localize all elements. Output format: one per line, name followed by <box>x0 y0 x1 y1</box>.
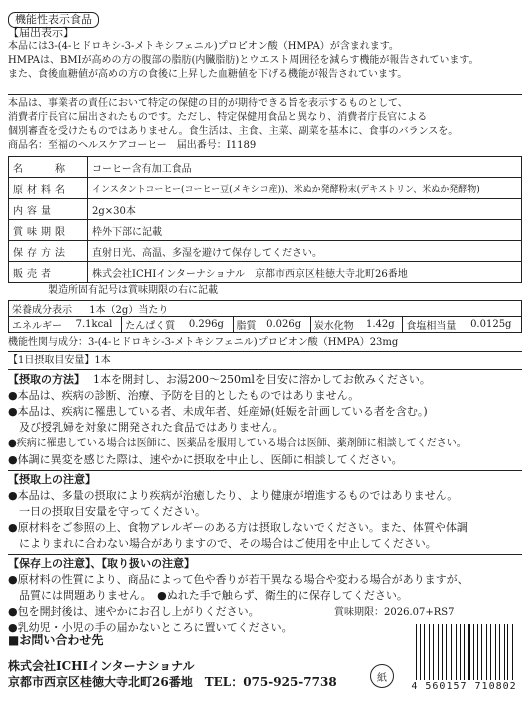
barcode <box>410 624 518 694</box>
barcode-bar <box>452 624 453 680</box>
spec-value: 枠外下部に記載 <box>88 220 522 241</box>
spec-value: 直射日光、高温、多湿を避けて保存してください。 <box>88 241 522 262</box>
storage-caution-header: 【保存上の注意】、【取り扱いの注意】 <box>8 557 195 570</box>
barcode-bar <box>483 624 484 680</box>
contact-address: 京都市西京区桂徳大寺北町26番地 TEL：075-925-7738 <box>8 675 337 689</box>
product-name-line: 商品名：至福のヘルスケアコーヒー 届出番号：I1189 <box>8 140 257 151</box>
nutrition-label: 炭水化物 <box>310 317 363 333</box>
disclaimer-section <box>8 97 522 153</box>
spec-label: 保存方法 <box>9 241 88 262</box>
intake-caution-line: によりまれに合わない場合がありますので、その場合はご使用を中止してください。 <box>8 537 437 550</box>
category-badge: 機能性表示食品 <box>8 12 99 28</box>
intake-caution-section <box>8 472 522 552</box>
intake-caution-line: 一日の摂取目安量を守ってください。 <box>8 505 206 518</box>
spec-label: 名 称 <box>9 157 88 178</box>
spec-label: 販売者 <box>9 262 88 283</box>
contact-header: ■お問い合わせ先 <box>8 633 104 647</box>
barcode-bar <box>490 624 491 680</box>
manufacturer-note: 製造所固有記号は賞味期限の右に記載 <box>48 285 218 296</box>
barcode-bar <box>481 624 482 680</box>
barcode-bar <box>509 624 510 680</box>
table-row <box>9 317 522 333</box>
notification-line: 本品には3-(4-ヒドロキシ-3-メトキシフェニル)プロピオン酸（HMPA）が含まれます。 <box>8 41 399 52</box>
nutrition-value: 1.42g <box>363 317 403 333</box>
spec-table <box>8 156 522 283</box>
barcode-bar <box>429 624 430 680</box>
intake-method-header: 【摂取の方法】 <box>8 373 85 386</box>
table-row <box>9 220 522 241</box>
spec-value: コーヒー含有加工食品 <box>88 157 522 178</box>
barcode-bar <box>496 624 497 680</box>
spec-value: 株式会社ICHIインターナショナル 京都市西京区桂徳大寺北町26番地 <box>88 262 522 283</box>
barcode-bar <box>460 624 461 680</box>
barcode-bar <box>420 624 421 680</box>
notification-section <box>8 26 522 82</box>
spec-label: 内容量 <box>9 199 88 220</box>
nutrition-header: 栄養成分表示 <box>12 305 72 316</box>
category-badge-row <box>8 8 522 28</box>
intake-caution-line: ●原材料をご参照の上、食物アレルギーのある方は摂取しないでください。また、体質や体調 <box>8 521 468 534</box>
barcode-bar <box>426 624 427 680</box>
divider <box>8 94 522 95</box>
nutrition-table <box>8 300 522 333</box>
barcode-bar <box>446 624 447 680</box>
table-row <box>9 199 522 220</box>
disclaimer-line: 個別審査を受けたものではありません。食生活は、主食、主菜、副菜を基本に、食事のバランスを。 <box>8 126 459 137</box>
spec-value: 2g×30本 <box>88 199 522 220</box>
nutrition-value: 0.0125g <box>467 317 521 333</box>
barcode-bar <box>448 624 449 680</box>
storage-caution-line: ●包を開封後は、速やかにお召し上がりください。 <box>8 605 260 618</box>
nutrition-wrap <box>8 300 522 333</box>
intake-method-section <box>8 372 522 468</box>
contact-company: 株式会社ICHIインターナショナル <box>8 659 195 673</box>
table-row <box>9 178 522 199</box>
barcode-bar <box>473 624 474 680</box>
nutrition-value: 0.026g <box>263 317 310 333</box>
barcode-bars <box>416 624 516 680</box>
nutrition-label: たんぱく質 <box>122 317 186 333</box>
intake-method-line: 及び授乳婦を対象に開発された食品ではありません。 <box>8 421 284 434</box>
barcode-bar <box>500 624 501 680</box>
paper-recycle-icon <box>370 664 394 688</box>
barcode-bar <box>507 624 508 680</box>
intake-method-line: ●本品は、疾病に罹患している者、未成年者、妊産婦(妊娠を計画している者を含む。) <box>8 405 428 418</box>
table-row <box>9 157 522 178</box>
nutrition-label: エネルギー <box>9 317 73 333</box>
functional-content: 機能性関与成分：3-(4-ヒドロキシ-3-メトキシフェニル)プロピオン酸（HMPA）23mg <box>8 337 399 348</box>
storage-caution-line: ●乳幼児・小児の手の届かないところに置いてください。 <box>8 621 293 634</box>
divider <box>8 554 522 555</box>
storage-caution-line: 品質には問題ありません。 ●ぬれた手で触らず、衛生的に保存してください。 <box>8 589 408 602</box>
divider <box>8 351 522 352</box>
barcode-bar <box>435 624 436 680</box>
nutrition-header-cell <box>9 301 522 317</box>
nutrition-label: 食塩相当量 <box>403 317 467 333</box>
nutrition-value: 0.296g <box>186 317 233 333</box>
intake-method-line: ●本品は、疾病の診断、治療、予防を目的としたものではありません。 <box>8 389 360 402</box>
barcode-number: 4 560157 710802 <box>411 681 517 692</box>
barcode-bar <box>465 624 466 680</box>
table-row <box>9 241 522 262</box>
intake-method-first: 1本を開封し、お湯200〜250mlを目安に溶かしてお飲みください。 <box>93 373 431 386</box>
expiry-date: 賞味期限：2026.07+RS7 <box>334 607 455 618</box>
label-panel <box>8 4 522 696</box>
notification-header: 【届出表示】 <box>8 26 74 39</box>
intake-caution-header: 【摂取上の注意】 <box>8 473 96 486</box>
divider <box>8 470 522 471</box>
intake-caution-line: ●本品は、多量の摂取により疾病が治癒したり、より健康が増進するものではありません。 <box>8 489 459 502</box>
recycle-mark-text: 紙 <box>377 672 387 684</box>
intake-method-line: ●疾病に罹患している場合は医師に、医薬品を服用している場合は医師、薬剤師に相談してください。 <box>8 438 467 449</box>
table-row <box>9 262 522 283</box>
storage-caution-line: ●原材料の性質により、商品によって色や香りが若干異なる場合や変わる場合がありますが、 <box>8 573 469 586</box>
spec-value: インスタントコーヒー(コーヒー豆(メキシコ産))、米ぬか発酵粉末(デキストリン、米ぬか発酵物) <box>88 178 522 199</box>
barcode-bar <box>468 624 469 680</box>
notification-line: HMPAは、BMIが高めの方の腹部の脂肪(内臓脂肪)とウエスト周囲径を減らす機能が報告されています。 <box>8 55 479 66</box>
daily-intake: 【1日摂取目安量】1本 <box>8 355 111 366</box>
barcode-bar <box>438 624 439 680</box>
table-row <box>9 301 522 317</box>
disclaimer-line: 本品は、事業者の責任において特定の保健の目的が期待できる旨を表示するものとして、 <box>8 98 408 109</box>
nutrition-serving: 1本（2g）当たり <box>89 305 169 316</box>
nutrition-label: 脂質 <box>233 317 263 333</box>
spec-label: 賞味期限 <box>9 220 88 241</box>
spec-label: 原材料名 <box>9 178 88 199</box>
intake-method-line: ●体調に異変を感じた際は、速やかに摂取を中止し、医師に相談してください。 <box>8 453 403 466</box>
nutrition-value: 7.1kcal <box>73 317 122 333</box>
disclaimer-line: 消費者庁長官に届出されたものです。ただし、特定保健用食品と異なり、消費者庁長官による <box>8 112 428 123</box>
divider <box>8 369 522 370</box>
notification-line: また、食後血糖値が高めの方の食後に上昇した血糖値を下げる機能が報告されています。 <box>8 69 408 80</box>
spec-table-wrap <box>8 156 522 283</box>
